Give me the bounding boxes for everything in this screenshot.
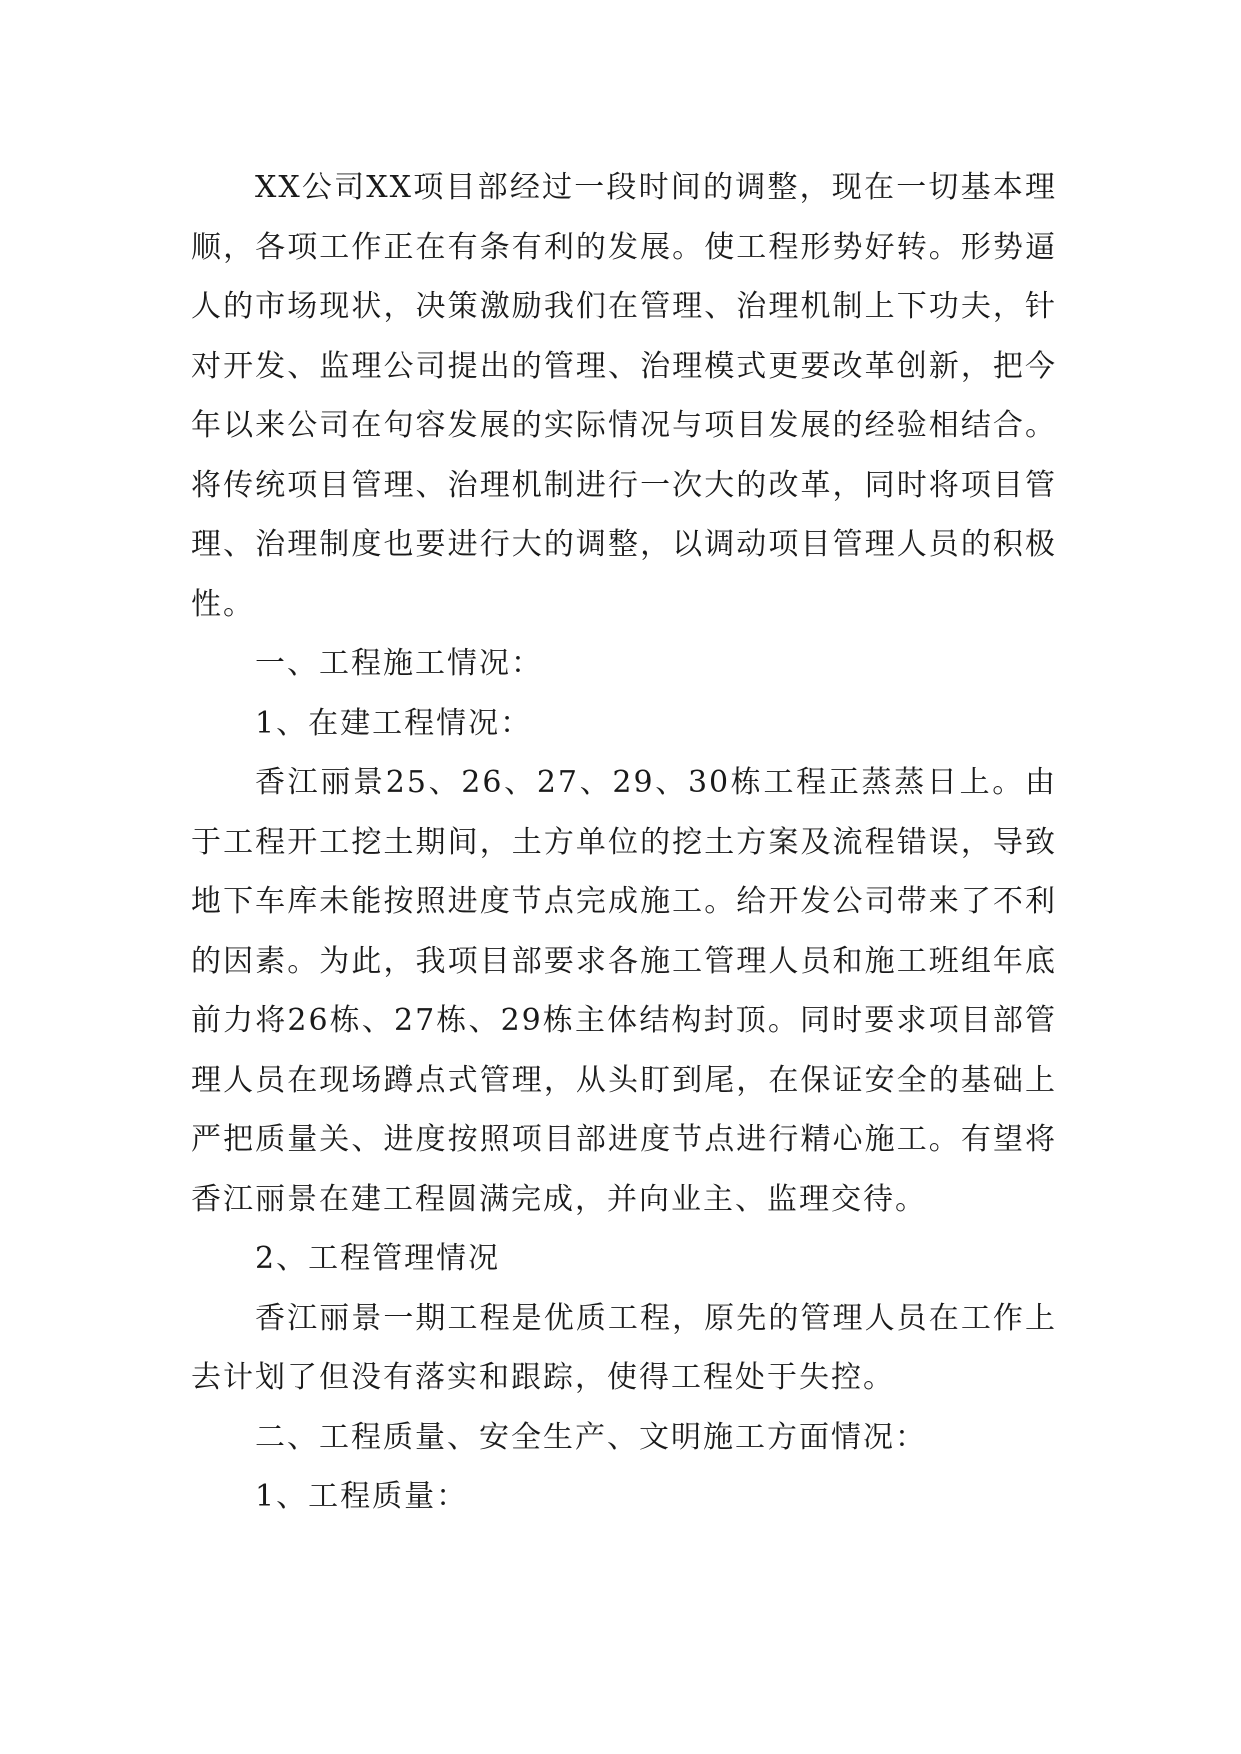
subsection-heading-quality: 1、工程质量： xyxy=(255,1479,469,1514)
section-heading-construction: 一、工程施工情况： xyxy=(255,646,543,681)
intro-paragraph: XX公司XX项目部经过一段时间的调整，现在一切基本理顺，各项工作正在有条有利的发展。使工程形势好转。形势逼人的市场现状，决策激励我们在管理、治理机制上下功夫，针对开发、监理公司提出的管理、治理模式更要改革创新，把今年以来公司在句容发展的实际情况与项目发展的经验相结合。将传统项目管理、治理机制进行一次大的改革，同时将项目管理、治理制度也要进行大的调整，以调动项目管理人员的积极性。 xyxy=(191,170,1057,622)
document-body xyxy=(191,158,1057,1527)
subsection-heading-ongoing-projects: 1、在建工程情况： xyxy=(255,705,533,741)
section-heading-quality-safety: 二、工程质量、安全生产、文明施工方面情况： xyxy=(255,1419,927,1455)
subsection-heading-management: 2、工程管理情况 xyxy=(255,1241,501,1276)
management-paragraph: 香江丽景一期工程是优质工程，原先的管理人员在工作上去计划了但没有落实和跟踪，使得工程处于失控。 xyxy=(191,1300,1057,1395)
ongoing-projects-paragraph: 香江丽景25、26、27、29、30栋工程正蒸蒸日上。由于工程开工挖土期间，土方单位的挖土方案及流程错误，导致地下车库未能按照进度节点完成施工。给开发公司带来了不利的因素。为此，我项目部要求各施工管理人员和施工班组年底前力将26栋、27栋、29栋主体结构封顶。同时要求项目部管理人员在现场蹲点式管理，从头盯到尾，在保证安全的基础上严把质量关、进度按照项目部进度节点进行精心施工。有望将香江丽景在建工程圆满完成，并向业主、监理交待。 xyxy=(191,765,1057,1217)
